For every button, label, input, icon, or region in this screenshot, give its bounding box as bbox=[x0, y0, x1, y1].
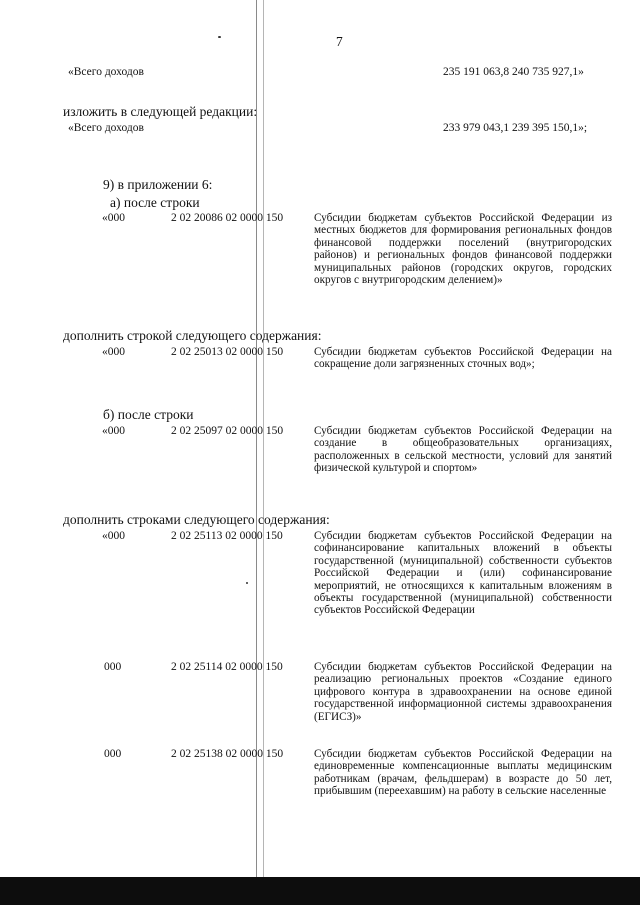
row-description: Субсидии бюджетам субъектов Российской Федерации на единовременные компенсационные выплаты медицинским работникам (врачам, фельдшерам) в возрасте до 50 лет, прибывшим (переехавшим) на работу в сельские населенные bbox=[314, 748, 612, 798]
row-admin-code: «000 bbox=[102, 425, 125, 437]
row-admin-code: «000 bbox=[102, 346, 125, 358]
row-description: Субсидии бюджетам субъектов Российской Федерации на сокращение доли загрязненных сточных вод»; bbox=[314, 346, 612, 371]
row-budget-code: 2 02 20086 02 0000 150 bbox=[171, 212, 284, 224]
row-admin-code: 000 bbox=[104, 661, 122, 673]
scan-speck bbox=[246, 582, 248, 584]
scan-bottom-border bbox=[0, 877, 640, 905]
row-description: Субсидии бюджетам субъектов Российской Федерации из местных бюджетов для формирования региональных фондов финансовой поддержки поселений (внутригородских районов) и региональных фондов финансовой поддержки муниципальных районов (городских округов, городских округов с внутригородским делением)» bbox=[314, 212, 612, 287]
subitem-a-heading: а) после строки bbox=[110, 195, 200, 210]
total-income-label: «Всего доходов bbox=[68, 66, 144, 78]
row-description: Субсидии бюджетам субъектов Российской Федерации на создание в общеобразовательных организациях, расположенных в сельской местности, условий для занятий физической культурой и спортом» bbox=[314, 425, 612, 475]
add-one-heading: дополнить строкой следующего содержания: bbox=[63, 328, 322, 343]
row-budget-code: 2 02 25097 02 0000 150 bbox=[171, 425, 284, 437]
row-admin-code: 000 bbox=[104, 748, 122, 760]
row-admin-code: «000 bbox=[102, 212, 125, 224]
restate-heading: изложить в следующей редакции: bbox=[63, 104, 258, 119]
total-income-values: 235 191 063,8 240 735 927,1» bbox=[443, 66, 584, 78]
add-many-heading: дополнить строками следующего содержания: bbox=[63, 512, 330, 527]
row-description: Субсидии бюджетам субъектов Российской Федерации на реализацию региональных проектов «Создание единого цифрового контура в здравоохранении на основе единой государственной информационной системы здравоохранения (ЕГИСЗ)» bbox=[314, 661, 612, 723]
page-number: 7 bbox=[336, 34, 343, 49]
row-budget-code: 2 02 25013 02 0000 150 bbox=[171, 346, 284, 358]
scan-speck bbox=[218, 36, 221, 38]
item-9-heading: 9) в приложении 6: bbox=[103, 177, 213, 192]
row-description: Субсидии бюджетам субъектов Российской Федерации на софинансирование капитальных вложений в объекты государственной (муниципальной) собственности субъектов Российской Федерации и (или) софинансирование мероприятий, не относящихся к капитальным вложениям в объекты государственной (муниципальной) собственности субъектов Российской Федерации bbox=[314, 530, 612, 617]
restated-income-values: 233 979 043,1 239 395 150,1»; bbox=[443, 122, 588, 134]
restated-income-label: «Всего доходов bbox=[68, 122, 144, 134]
row-budget-code: 2 02 25113 02 0000 150 bbox=[171, 530, 283, 542]
row-budget-code: 2 02 25114 02 0000 150 bbox=[171, 661, 283, 673]
row-admin-code: «000 bbox=[102, 530, 125, 542]
subitem-b-heading: б) после строки bbox=[103, 407, 194, 422]
row-budget-code: 2 02 25138 02 0000 150 bbox=[171, 748, 284, 760]
